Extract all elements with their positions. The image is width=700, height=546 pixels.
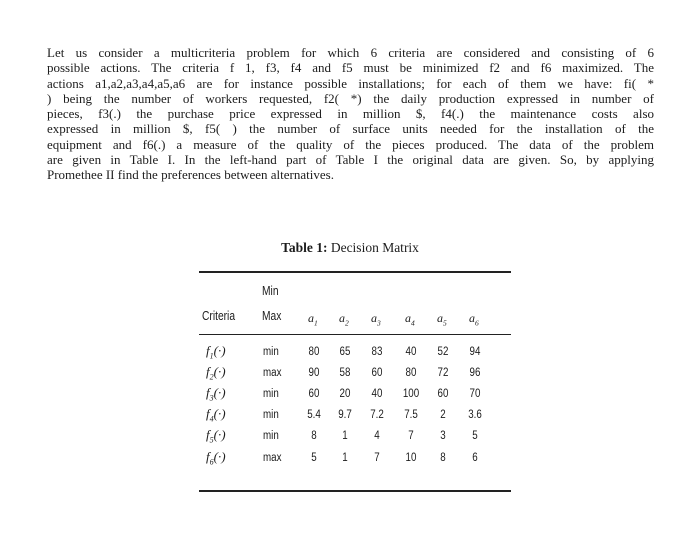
- problem-paragraph: [47, 45, 654, 183]
- value-cell: 3: [440, 430, 446, 442]
- value-cell: 5: [311, 452, 317, 464]
- value-cell: 7: [408, 430, 414, 442]
- value-cell: 40: [371, 388, 383, 400]
- value-cell: 8: [311, 430, 317, 442]
- value-cell: 90: [308, 367, 320, 379]
- paragraph-line: Promethee II find the preferences between alternatives.: [47, 167, 334, 183]
- header-criteria: Criteria: [202, 309, 236, 323]
- direction-cell: min: [263, 346, 279, 358]
- direction-cell: min: [263, 430, 279, 442]
- value-cell: 1: [342, 452, 348, 464]
- value-cell: 96: [469, 367, 481, 379]
- paragraph-line: ) being the number of workers requested, f2( *) the daily production expressed in number of: [47, 90, 654, 106]
- value-cell: 80: [405, 367, 417, 379]
- paragraph-line: are given in Table I. In the left-hand part of Table I the original data are given. So, by applying: [47, 152, 654, 168]
- table-top-rule: [199, 271, 511, 273]
- value-cell: 7.2: [370, 409, 384, 421]
- column-header: $a_4$: [405, 311, 415, 328]
- value-cell: 94: [469, 346, 481, 358]
- paragraph-line: pieces, f3(.) the purchase price expressed in million $, f4(.) the maintenance costs also: [47, 106, 654, 122]
- paragraph-line: possible actions. The criteria f 1, f3, f4 and f5 must be minimized f2 and f6 maximized. The: [47, 60, 654, 76]
- criterion-label: $f_5(\cdot)$: [206, 427, 226, 445]
- paragraph-line: Let us consider a multicriteria problem for which 6 criteria are considered and consisting of 6: [47, 45, 654, 60]
- value-cell: 40: [405, 346, 417, 358]
- value-cell: 80: [308, 346, 320, 358]
- column-header: $a_3$: [371, 311, 381, 328]
- value-cell: 58: [339, 367, 351, 379]
- value-cell: 7: [374, 452, 380, 464]
- header-min: Min: [262, 284, 279, 298]
- value-cell: 5: [472, 430, 478, 442]
- value-cell: 7.5: [404, 409, 418, 421]
- paragraph-line: actions a1,a2,a3,a4,a5,a6 are for instance possible installations; for each of them we have: fi( *: [47, 75, 654, 91]
- criterion-label: $f_3(\cdot)$: [206, 385, 226, 403]
- criterion-label: $f_2(\cdot)$: [206, 364, 226, 382]
- value-cell: 100: [402, 388, 420, 400]
- column-header: $a_1$: [308, 311, 318, 328]
- paragraph-line: expressed in million $, f5( ) the number of surface units needed for the installation of the: [47, 121, 654, 137]
- direction-cell: max: [263, 452, 282, 464]
- header-max: Max: [262, 309, 282, 323]
- value-cell: 9.7: [338, 409, 352, 421]
- criterion-label: $f_1(\cdot)$: [206, 343, 226, 361]
- direction-cell: min: [263, 388, 279, 400]
- value-cell: 52: [437, 346, 449, 358]
- criterion-label: $f_4(\cdot)$: [206, 406, 226, 424]
- value-cell: 83: [371, 346, 383, 358]
- value-cell: 60: [308, 388, 320, 400]
- table-caption: [0, 240, 700, 256]
- direction-cell: max: [263, 367, 282, 379]
- value-cell: 20: [339, 388, 351, 400]
- table-caption-text: Decision Matrix: [330, 240, 419, 255]
- value-cell: 60: [371, 367, 383, 379]
- value-cell: 10: [405, 452, 417, 464]
- value-cell: 5.4: [307, 409, 321, 421]
- value-cell: 2: [440, 409, 446, 421]
- value-cell: 65: [339, 346, 351, 358]
- column-header: $a_6$: [469, 311, 479, 328]
- value-cell: 8: [440, 452, 446, 464]
- value-cell: 3.6: [468, 409, 482, 421]
- value-cell: 72: [437, 367, 449, 379]
- column-header: $a_2$: [339, 311, 349, 328]
- table-caption-label: Table 1:: [281, 240, 328, 255]
- criterion-label: $f_6(\cdot)$: [206, 449, 226, 467]
- column-header: $a_5$: [437, 311, 447, 328]
- table-bottom-rule: [199, 490, 511, 492]
- value-cell: 6: [472, 452, 478, 464]
- value-cell: 60: [437, 388, 449, 400]
- paragraph-line: equipment and f6(.) a measure of the quality of the pieces produced. The data of the problem: [47, 136, 654, 152]
- value-cell: 4: [374, 430, 380, 442]
- value-cell: 70: [469, 388, 481, 400]
- value-cell: 1: [342, 430, 348, 442]
- direction-cell: min: [263, 409, 279, 421]
- table-header-rule: [199, 334, 511, 335]
